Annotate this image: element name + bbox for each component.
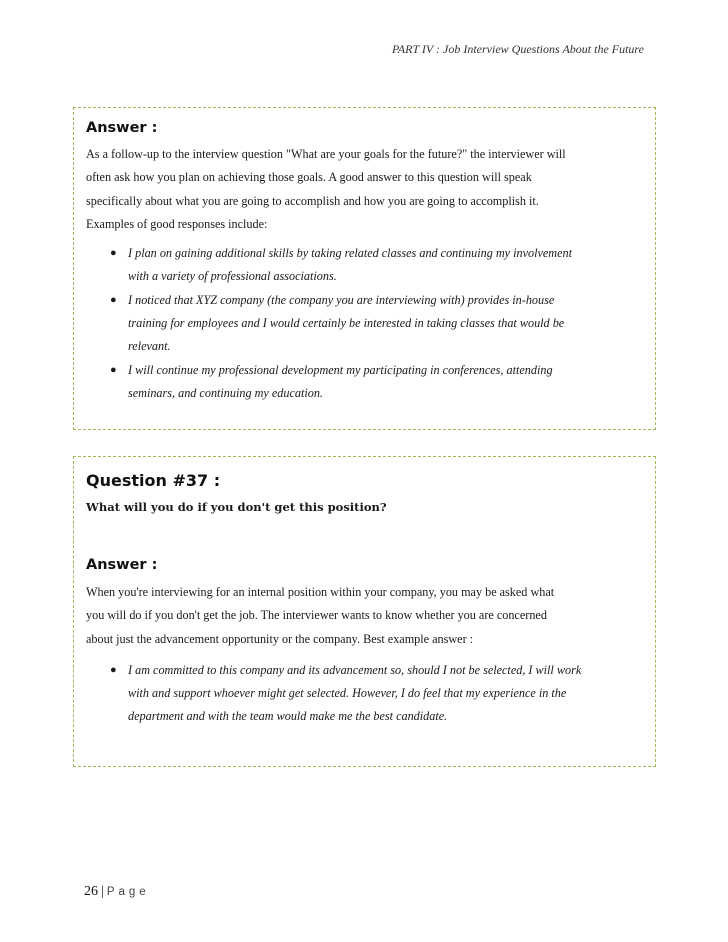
text-line: training for employees and I would certainly be interested in taking classes that would be — [128, 316, 565, 331]
text-line: often ask how you plan on achieving those goals. A good answer to this question will speak — [86, 170, 532, 185]
text-line: you will do if you don't get the job. The interviewer wants to know whether you are concerned — [86, 608, 547, 623]
list-item — [86, 289, 645, 359]
answer-heading: Answer : — [86, 120, 158, 136]
text-line: I noticed that XYZ company (the company you are interviewing with) provides in-house — [128, 292, 555, 307]
text-line: As a follow-up to the interview question "What are your goals for the future?" the interviewer will — [86, 147, 566, 161]
footer-separator: | — [101, 884, 104, 899]
bullet-list — [86, 659, 645, 729]
question-box-37 — [73, 456, 656, 767]
text-line: When you're interviewing for an internal position within your company, you may be asked what — [86, 585, 555, 599]
list-item — [86, 242, 645, 289]
text-line: about just the advancement opportunity or the company. Best example answer : — [86, 631, 474, 646]
page-label: Page — [106, 886, 150, 898]
answer-paragraph — [86, 581, 645, 651]
text-line: with a variety of professional associations. — [128, 269, 337, 284]
page-number: 26 — [84, 884, 98, 899]
answer-heading: Answer : — [86, 557, 158, 573]
answer-paragraph — [86, 143, 645, 236]
text-line: with and support whoever might get selected. However, I do feel that my experience in the — [128, 686, 567, 701]
text-line: seminars, and continuing my education. — [128, 385, 323, 400]
list-item — [86, 659, 645, 729]
question-text: What will you do if you don't get this position? — [86, 500, 387, 514]
answer-box-1 — [73, 107, 656, 430]
bullet-icon: ● — [110, 663, 117, 676]
text-line: Examples of good responses include: — [86, 216, 268, 231]
text-line: I will continue my professional development my participating in conferences, attending — [128, 362, 553, 377]
bullet-icon: ● — [110, 293, 117, 306]
page-footer — [84, 884, 150, 900]
text-line: I am committed to this company and its advancement so, should I not be selected, I will work — [128, 662, 582, 677]
text-line: department and with the team would make me the best candidate. — [128, 709, 448, 724]
bullet-icon: ● — [110, 363, 117, 376]
running-header: PART IV : Job Interview Questions About the Future — [392, 42, 644, 56]
text-line: relevant. — [128, 339, 171, 354]
text-line: specifically about what you are going to accomplish and how you are going to accomplish it. — [86, 193, 539, 208]
list-item — [86, 359, 645, 406]
bullet-list — [86, 242, 645, 405]
text-line: I plan on gaining additional skills by taking related classes and continuing my involvement — [128, 246, 572, 261]
bullet-icon: ● — [110, 247, 117, 260]
question-heading: Question #37 : — [86, 471, 221, 490]
